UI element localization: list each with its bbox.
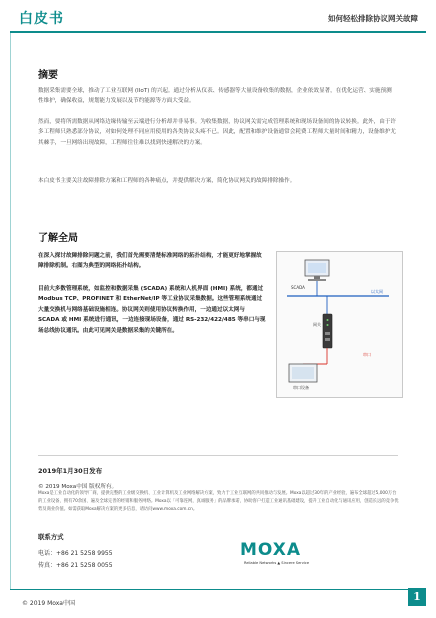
overview-body: 目前大多数管理系统，如监控和数据采集 (SCADA) 系统和人机界面 (HMI) 系统，都通过 Modbus TCP、PROFINET 和 EtherNet/IP 等工业协议采集数据。这些管理系统通过大量交换机与网络基础设施相连。协议网关则使用协议转换作用，一边通过以太网与 SCADA 或 HMI 系统进行通讯，一边连接现场设备，通过 RS-232/422/485 等串口与现场总线协议通讯。由此可见网关是数据采集的关键所在。 bbox=[38, 286, 266, 334]
page-number: 1 bbox=[408, 588, 426, 606]
abstract-heading: 摘要 bbox=[38, 70, 58, 81]
company-description: Moxa是工业自动化的领导厂商，提供完整的工业级交换机、工业计算机及工业网络解决方案，致力于工业互联网的共同推动与发展。Moxa以超过30年的产业经验，遍布全球超过5,000万台的工业设备，拥有70余国、遍及全球完善的经销和服务网络。Moxa以「可靠连网，真诚服务」的品牌承诺，协助客户打造工业通讯基础建设，提升工业自动化与通讯应用，创造长远的竞争优势及商业价值。如需获取Moxa解决方案的更多信息，请访问www.moxa.com.cn。 bbox=[38, 491, 399, 512]
network-topology-diagram bbox=[276, 251, 403, 398]
abstract-paragraph-1: 数据采集需要全球，推动了工业互联网 (IIoT) 的兴起。通过分析从仪表、传感器等大量设备收集的数据，企业依效显著，在优化运营、实施预测性维护，确保收益，规划能力发展以及节约能源等方面大受益。 bbox=[38, 88, 392, 105]
contact-phone: 电话：+86 21 5258 9955 bbox=[38, 550, 113, 557]
copyright-notice: © 2019 Moxa中国 版权所有。 bbox=[38, 484, 118, 490]
overview-intro: 在深入探讨故障排除问题之前，我们首先需要清楚标准网络的拓扑结构，才能更好地掌握故障排除机制。右图为典型的网络拓扑结构。 bbox=[38, 253, 262, 270]
contact-title: 联系方式 bbox=[38, 533, 64, 541]
margin-line bbox=[10, 33, 11, 589]
scada-workstation-icon bbox=[305, 260, 329, 281]
logo-wordmark: MOXA bbox=[240, 540, 302, 560]
abstract-paragraph-2: 然而，要将所需数据从网络边缘传输至云端进行分析却并非易事。为收集数据，协议网关需完成管理系统和现场设备间的协议转换。此外，由于许多工程师只熟悉部分协议，对如何处理不同应用使用的各类协议头疼不已。因此，配置和维护设备通常会耗费工程师大量时间和精力，设备维护尤其棘手，一旦网络出现故障，工程师往往难以找到快速解决的方案。 bbox=[38, 119, 397, 146]
footer-copyright: © 2019 Moxa中国 bbox=[22, 600, 75, 607]
contact-fax: 传真：+86 21 5258 0055 bbox=[38, 562, 113, 569]
gateway-label: 网关 bbox=[313, 322, 321, 327]
page-header bbox=[0, 0, 436, 34]
serial-label: 串口 bbox=[363, 352, 371, 357]
release-date: 2019年1月30日发布 bbox=[38, 467, 103, 475]
section-divider bbox=[38, 455, 398, 456]
gateway-device-icon bbox=[323, 314, 332, 348]
topology-svg bbox=[277, 252, 402, 397]
moxa-logo bbox=[240, 540, 328, 566]
ethernet-label: 以太网 bbox=[371, 289, 383, 294]
footer-rule bbox=[10, 589, 426, 590]
overview-heading: 了解全局 bbox=[38, 233, 78, 244]
logo-tagline: Reliable Networks ▲ Sincere Service bbox=[244, 561, 310, 565]
serial-device-label: 串口设备 bbox=[293, 385, 309, 390]
serial-device-icon bbox=[289, 364, 317, 382]
abstract-paragraph-3: 本白皮书主要关注故障排除方案和工程师的各种痛点，并提供解决方案，简化协议网关的故障排除操作。 bbox=[38, 178, 296, 184]
header-rule bbox=[10, 31, 426, 33]
scada-label: SCADA bbox=[291, 285, 305, 290]
doc-type-label: 白皮书 bbox=[19, 11, 64, 27]
doc-title: 如何轻松排除协议网关故障 bbox=[328, 14, 418, 23]
